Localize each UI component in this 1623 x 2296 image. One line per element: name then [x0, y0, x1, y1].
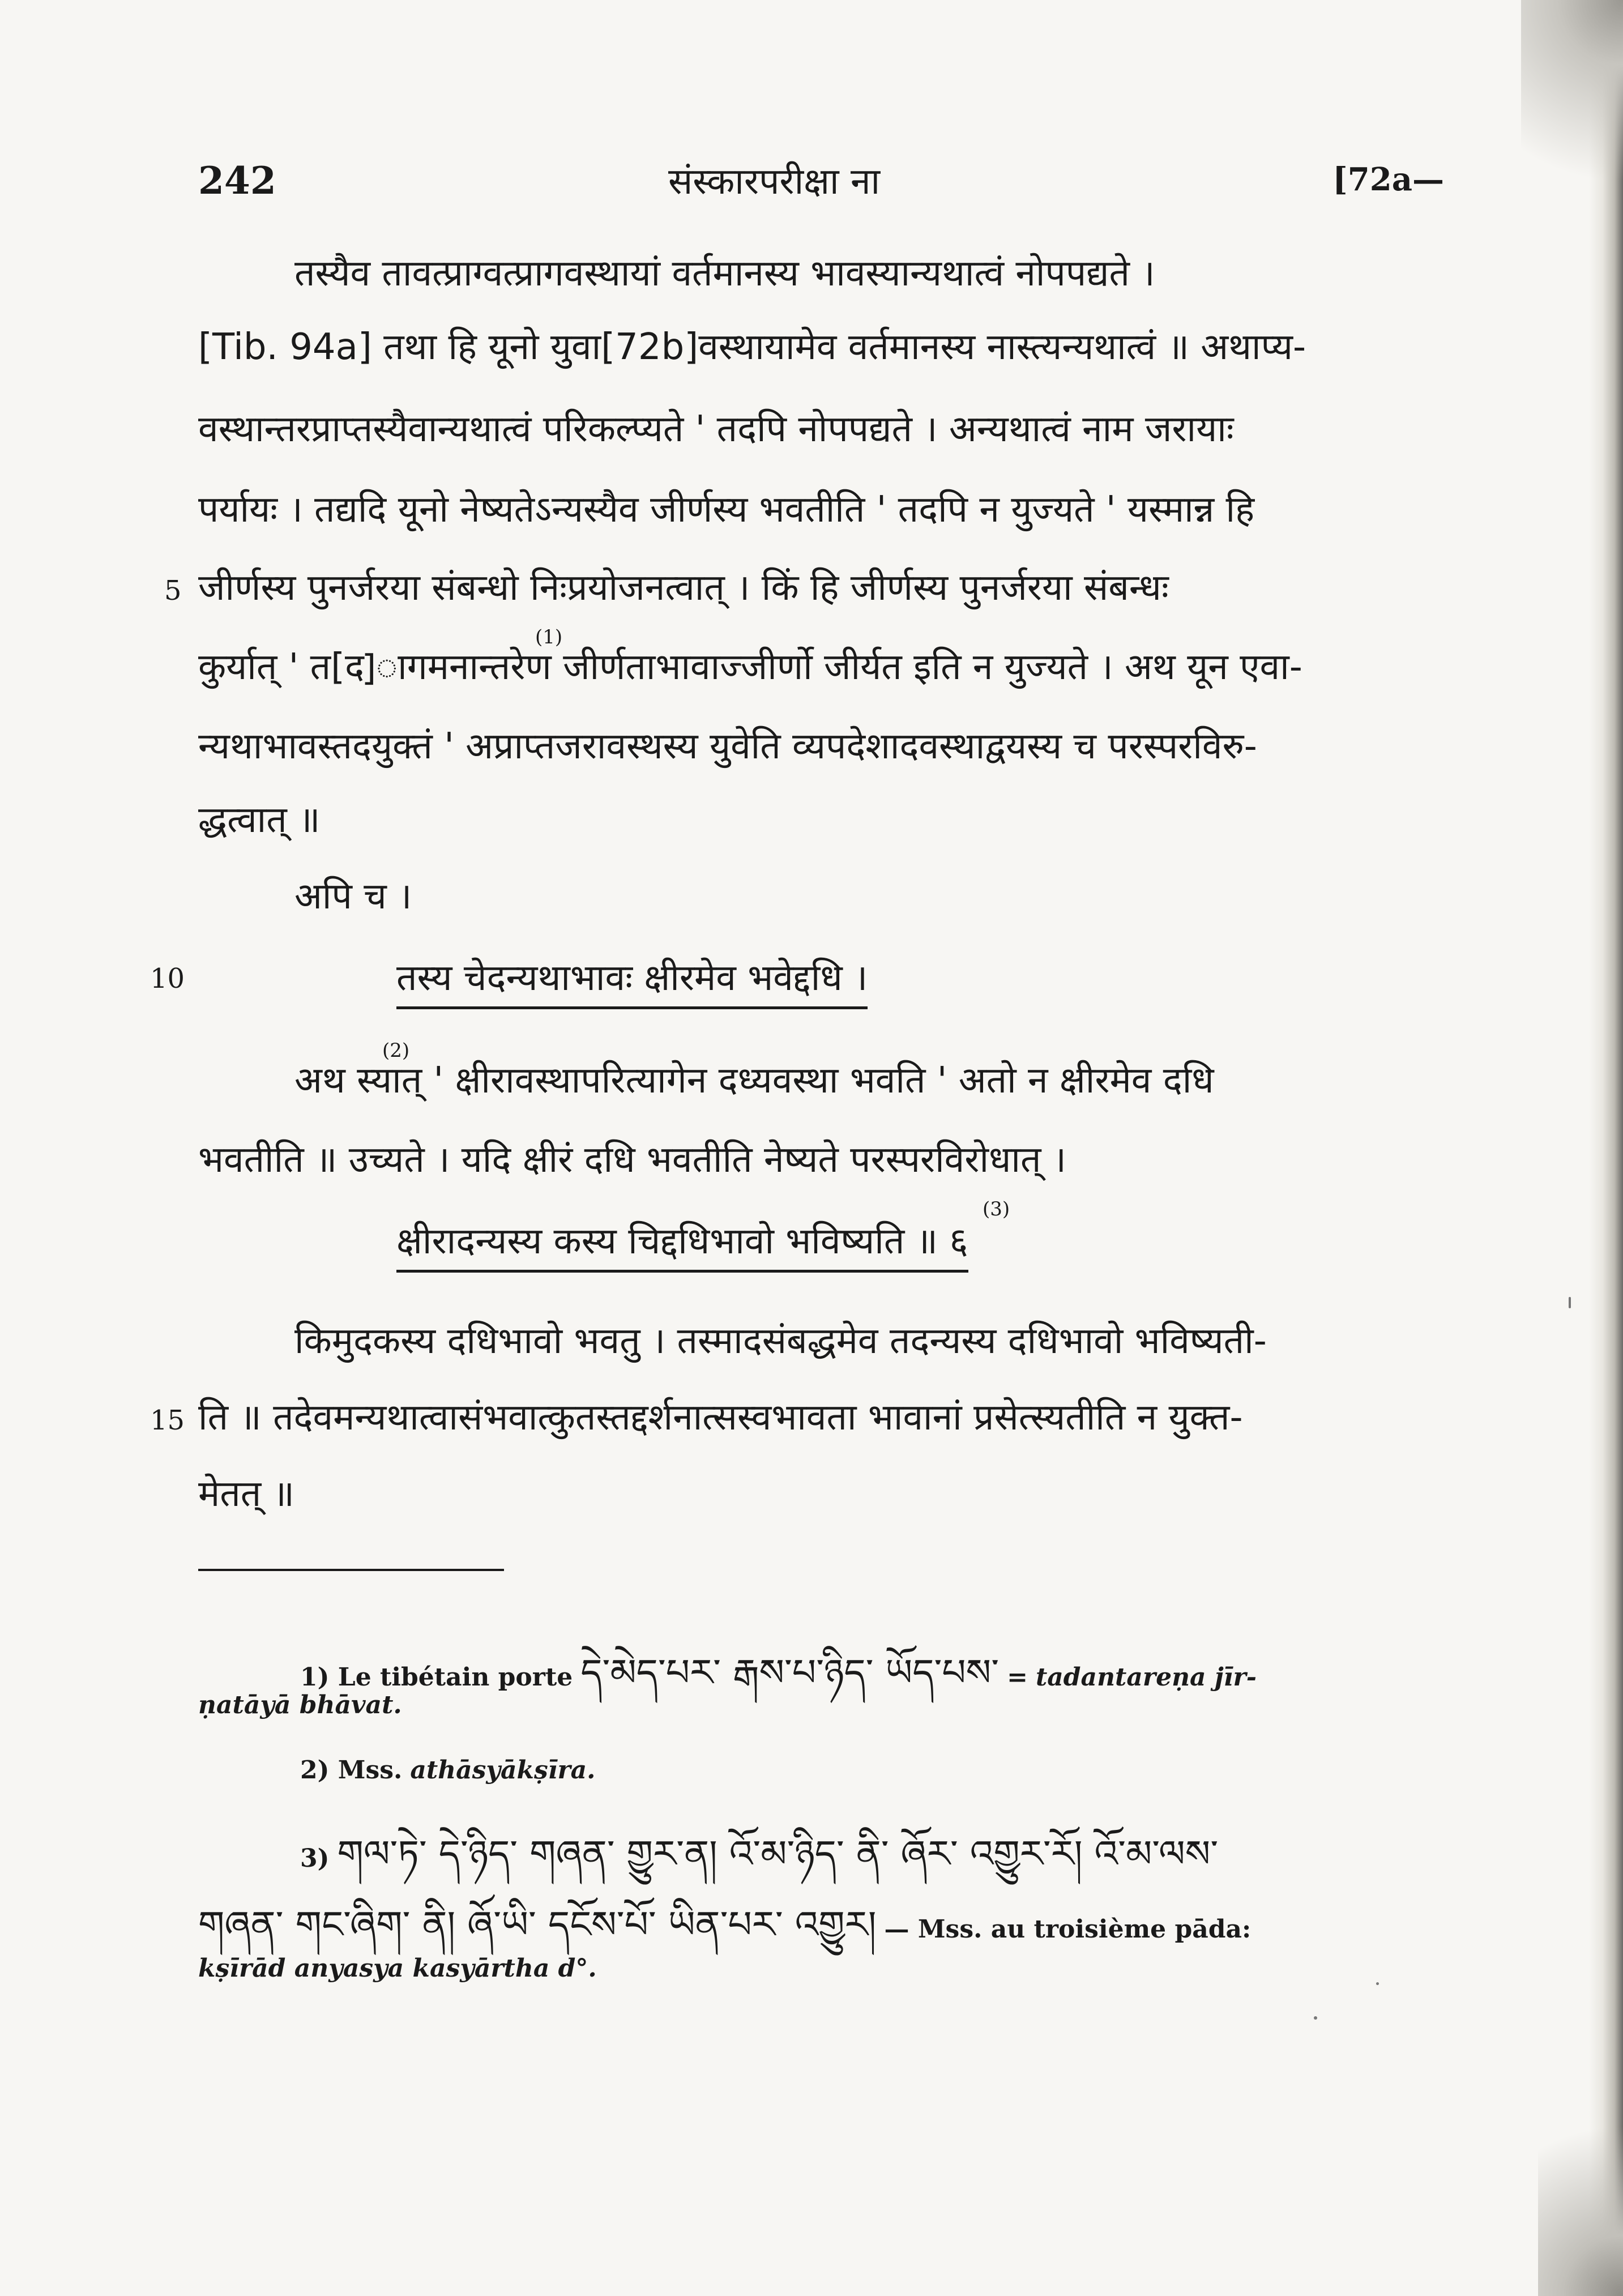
folio-reference: [72a—	[1332, 161, 1444, 198]
text-line: जीर्णस्य पुनर्जरया संबन्धो निःप्रयोजनत्वात् । किं हि जीर्णस्य पुनर्जरया संबन्धः	[198, 567, 1169, 609]
footnote-2-label: 2) Mss.	[300, 1756, 403, 1785]
footnote-marker: (3)	[983, 1198, 1010, 1220]
text-line: [Tib. 94a] तथा हि यूनो युवा[72b]वस्थायामेव वर्तमानस्य नास्त्यन्यथात्वं ॥ अथाप्य-	[198, 326, 1306, 368]
scan-shadow-top	[1521, 0, 1623, 238]
line-number: 15	[150, 1405, 185, 1436]
footnote-rule	[198, 1569, 504, 1571]
footnote-1-tibetan: དེ་མེད་པར་ རྒས་པ་ཉིད་ ཡོད་པས་	[580, 1651, 1000, 1695]
footnote-2	[300, 1756, 596, 1785]
footnote-1	[300, 1631, 1257, 1736]
footnote-3-label: 3)	[300, 1844, 330, 1873]
page-header	[198, 159, 1444, 204]
footnote-1-equals: =	[1007, 1663, 1028, 1692]
footnote-3-translit-line	[198, 1954, 597, 1983]
text-line: अथ स्यात् ' क्षीरावस्थापरित्यागेन दध्यवस्था भवति ' अतो न क्षीरमेव दधि	[294, 1060, 1214, 1102]
footnote-1-label: 1) Le tibétain porte	[300, 1663, 573, 1692]
text-line: भवतीति ॥ उच्यते । यदि क्षीरं दधि भवतीति नेष्यते परस्परविरोधात् ।	[198, 1139, 1067, 1181]
line-number: 5	[164, 575, 182, 607]
verse-line: क्षीरादन्यस्य कस्य चिद्दधिभावो भविष्यति ॥ ६	[396, 1215, 968, 1273]
scan-speck	[1569, 1297, 1571, 1308]
scan-speck	[1376, 1982, 1379, 1985]
footnote-3-translit: kṣīrād anyasya kasyārtha d°.	[198, 1954, 597, 1983]
text-line: द्धत्वात् ॥	[198, 799, 321, 841]
footnote-1-translit-cont: ṇatāyā bhāvat.	[198, 1691, 402, 1719]
text-line: किमुदकस्य दधिभावो भवतु । तस्मादसंबद्धमेव तदन्यस्य दधिभावो भविष्यती-	[294, 1320, 1267, 1362]
scan-shadow-bottom	[1538, 2069, 1623, 2296]
text-line: तस्यैव तावत्प्राग्वत्प्रागवस्थायां वर्तमानस्य भावस्यान्यथात्वं नोपपद्यते ।	[294, 253, 1155, 295]
footnote-marker: (1)	[535, 626, 563, 648]
verse-line: तस्य चेदन्यथाभावः क्षीरमेव भवेद्दधि ।	[396, 951, 868, 1009]
footnote-3-note: — Mss. au troisième pāda:	[884, 1915, 1252, 1944]
text-line: अपि च ।	[294, 876, 412, 917]
text-line: मेतत् ॥	[198, 1473, 294, 1515]
footnote-1-cont	[198, 1691, 402, 1719]
line-number: 10	[150, 963, 185, 995]
text-line: कुर्यात् ' त[द]ागमनान्तरेण जीर्णताभावाज्जीर्णो जीर्यत इति न युज्यते । अथ यून एवा-	[198, 646, 1302, 688]
footnote-3-tibetan: གལ་ཏེ་ དེ་ཉིད་ གཞན་ གྱུར་ན། འོ་མ་ཉིད་ ནི་ ཞོར་ འགྱུར་རོ། འོ་མ་ལས་	[337, 1832, 1219, 1876]
footnote-3-tibetan-cont: གཞན་ གང་ཞིག་ ནི། ཞོ་ཡི་ དངོས་པོ་ ཡིན་པར་ འགྱུར།	[198, 1903, 877, 1947]
text-line: न्यथाभावस्तदयुक्तं ' अप्राप्तजरावस्थस्य युवेति व्यपदेशादवस्थाद्वयस्य च परस्परविरु-	[198, 725, 1257, 767]
text-line: वस्थान्तरप्राप्तस्यैवान्यथात्वं परिकल्प्यते ' तदपि नोपपद्यते । अन्यथात्वं नाम जरायाः	[198, 408, 1234, 450]
footnote-1-translit: tadantareṇa jīr-	[1035, 1663, 1257, 1692]
scan-speck	[1314, 2016, 1317, 2020]
text-line: ति ॥ तदेवमन्यथात्वासंभवात्कुतस्तद्दर्शनात्सस्वभावता भावानां प्रसेत्स्यतीति न युक्त-	[198, 1397, 1243, 1439]
footnote-marker: (2)	[382, 1039, 410, 1062]
page-number: 242	[198, 159, 276, 203]
text-line: पर्यायः । तद्यदि यूनो नेष्यतेऽन्यस्यैव जीर्णस्य भवतीति ' तदपि न युज्यते ' यस्मान्न हि	[198, 489, 1255, 531]
page-edge	[1589, 0, 1623, 2296]
footnote-2-text: athāsyākṣīra.	[410, 1756, 596, 1785]
running-title: संस्कारपरीक्षा ना	[668, 161, 881, 203]
